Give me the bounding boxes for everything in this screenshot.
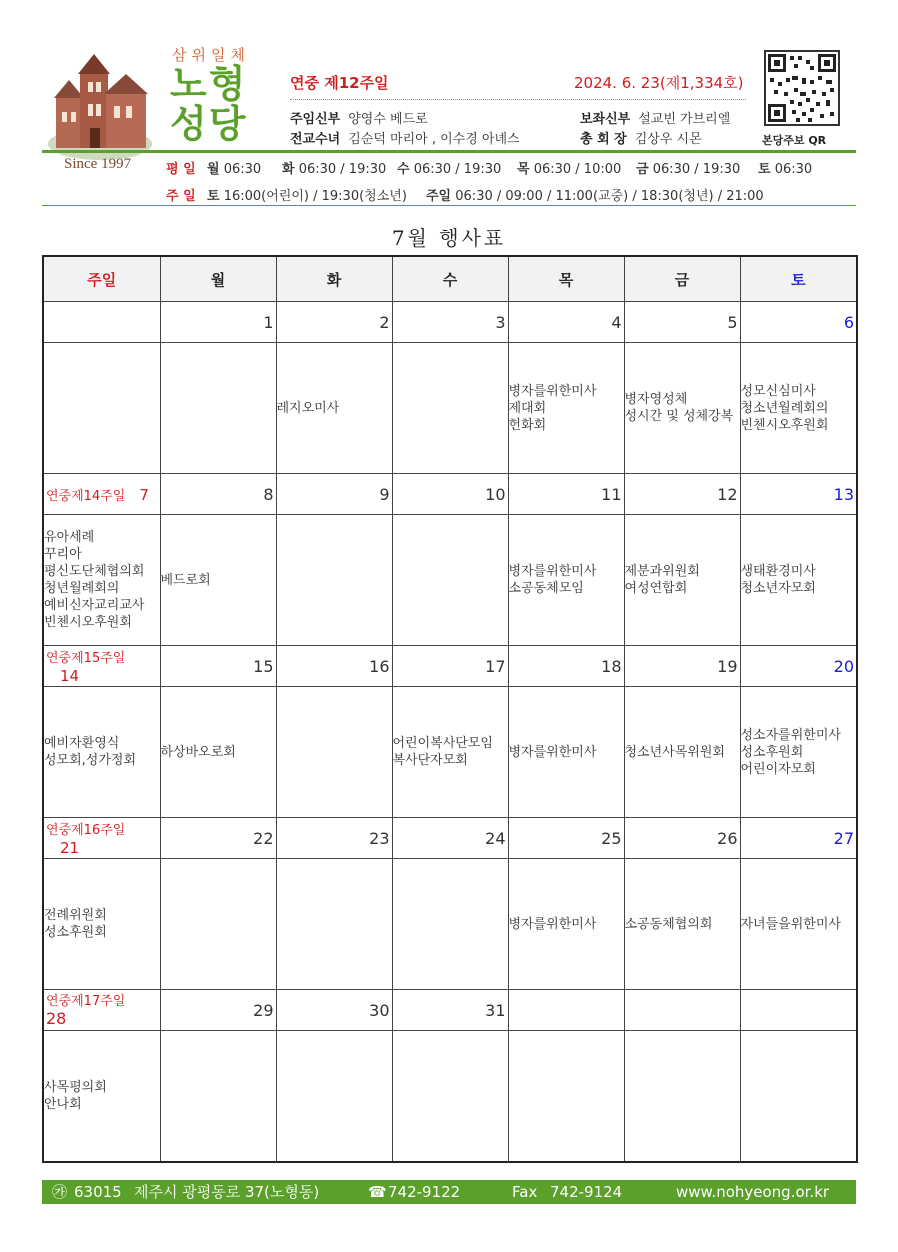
date-cell: [624, 818, 740, 859]
date-cell: [43, 474, 160, 515]
staff-president: 총 회 장 김상우 시몬: [580, 132, 702, 147]
date-cell: [392, 302, 508, 343]
date-cell: [740, 990, 857, 1031]
event-item: 자녀들을위한미사: [740, 916, 841, 932]
event-cell: [508, 343, 624, 474]
event-cell: [276, 859, 392, 990]
date-number: 3: [495, 312, 506, 332]
header-divider: [290, 99, 746, 100]
event-cell: [43, 1031, 160, 1163]
sunday-week-label: 연중제16주일: [46, 823, 126, 838]
event-cell: [508, 859, 624, 990]
website-link[interactable]: www.nohyeong.or.kr: [676, 1183, 830, 1201]
event-item: 하상바오로회: [160, 744, 236, 760]
date-number: 24: [485, 828, 506, 848]
sunday-week-label: 연중제17주일: [46, 994, 126, 1009]
footer-bar: [42, 1180, 856, 1204]
day-header: 수: [392, 256, 508, 302]
event-cell: [276, 515, 392, 646]
date-number: 11: [601, 484, 622, 504]
postcode: 63015: [74, 1183, 122, 1201]
date-cell: [392, 474, 508, 515]
weekday-tue: 화 06:30 / 19:30: [282, 162, 387, 177]
event-item: 성소후원회: [44, 925, 107, 940]
event-item: 청소년사목위원회: [624, 744, 725, 760]
event-item: 청소년자모회: [740, 581, 816, 596]
issue-title: 연중 제12주일: [290, 74, 389, 92]
event-cell: [508, 1031, 624, 1163]
date-cell: [624, 990, 740, 1031]
event-cell: [624, 515, 740, 646]
event-cell: [740, 343, 857, 474]
qr-code[interactable]: [764, 50, 840, 126]
date-cell: [276, 302, 392, 343]
trinity-text: 삼위일체: [172, 46, 250, 64]
date-number: 17: [485, 656, 506, 676]
phone-number[interactable]: 742-9122: [388, 1183, 461, 1201]
event-cell: [392, 859, 508, 990]
event-cell: [392, 1031, 508, 1163]
weekday-fri: 금 06:30 / 19:30: [636, 162, 741, 177]
date-cell: [624, 302, 740, 343]
date-number: 31: [485, 1000, 506, 1020]
event-item: 병자를위한미사: [508, 564, 597, 579]
event-cell: [276, 687, 392, 818]
qr-label: 본당주보 QR: [762, 134, 827, 147]
church-name: [170, 64, 262, 144]
fax-number: 742-9124: [550, 1183, 623, 1201]
weekday-thu: 목 06:30 / 10:00: [517, 162, 622, 177]
date-cell: [508, 990, 624, 1031]
date-number: 16: [369, 656, 390, 676]
date-number: 23: [369, 828, 390, 848]
date-cell: [276, 474, 392, 515]
date-cell: [43, 302, 160, 343]
event-cell: [160, 515, 276, 646]
event-cell: [624, 687, 740, 818]
fax-label: Fax: [512, 1183, 538, 1201]
sunday-week-label: 연중제15주일: [46, 651, 126, 666]
date-cell: [276, 990, 392, 1031]
event-cell: [43, 687, 160, 818]
date-number: 29: [253, 1000, 274, 1020]
event-item: 레지오미사: [276, 400, 340, 416]
church-building-image: [46, 52, 154, 160]
event-item: 병자영성체: [624, 392, 688, 407]
date-cell: [392, 646, 508, 687]
date-cell: [392, 818, 508, 859]
event-item: 소공동체모임: [508, 581, 584, 596]
event-cell: [508, 687, 624, 818]
event-cell: [508, 515, 624, 646]
date-number: 14: [60, 667, 80, 685]
event-item: 꾸리아: [44, 547, 82, 562]
phone-icon: ☎: [368, 1183, 387, 1201]
event-cell: [43, 343, 160, 474]
church-name-line2: 성당: [170, 102, 248, 146]
event-cell: [160, 859, 276, 990]
calendar-table: [42, 255, 858, 1163]
date-number: 2: [379, 312, 390, 332]
date-cell: [740, 302, 857, 343]
date-number: 6: [843, 312, 854, 332]
church-name-line1: 노형: [170, 62, 248, 106]
event-item: 병자를위한미사: [508, 916, 597, 932]
event-item: 성모회,성가정회: [44, 753, 137, 768]
event-cell: [160, 343, 276, 474]
date-number: 15: [253, 656, 274, 676]
event-item: 빈첸시오후원회: [44, 615, 132, 630]
event-item: 빈첸시오후원회: [740, 417, 829, 433]
date-number: 1: [263, 312, 274, 332]
event-cell: [160, 1031, 276, 1163]
event-item: 헌화회: [508, 417, 547, 433]
date-cell: [508, 474, 624, 515]
event-cell: [392, 343, 508, 474]
event-cell: [392, 515, 508, 646]
event-item: 복사단자모회: [392, 753, 468, 768]
date-cell: [740, 474, 857, 515]
weekday-sat: 토 06:30: [758, 162, 813, 177]
staff-pastor: 주임신부 양영수 베드로: [290, 112, 428, 127]
event-item: 베드로회: [160, 572, 211, 588]
event-item: 성모신심미사: [740, 383, 816, 399]
date-number: 7: [139, 485, 149, 504]
since-year: Since 1997: [64, 156, 132, 172]
location-icon: ㉮: [52, 1183, 68, 1201]
event-item: 유아세례: [44, 530, 95, 545]
date-number: 20: [833, 656, 854, 676]
date-number: 10: [485, 484, 506, 504]
event-item: 병자를위한미사: [508, 383, 597, 399]
event-item: 성소자를위한미사: [740, 727, 841, 743]
event-cell: [276, 1031, 392, 1163]
sunday-mass: 주일 06:30 / 09:00 / 11:00(교중) / 18:30(청년) / 21:00: [426, 189, 764, 204]
staff-sisters: 전교수녀 김순덕 마리아 , 이수경 아녜스: [290, 132, 520, 147]
date-cell: [624, 646, 740, 687]
weekday-label: 평 일: [166, 162, 196, 177]
weekday-wed: 수 06:30 / 19:30: [397, 162, 502, 177]
date-number: 30: [369, 1000, 390, 1020]
event-item: 청년월례회의: [44, 581, 120, 596]
event-cell: [392, 687, 508, 818]
date-cell: [160, 990, 276, 1031]
date-cell: [160, 646, 276, 687]
event-cell: [43, 859, 160, 990]
event-cell: [624, 859, 740, 990]
date-cell: [392, 990, 508, 1031]
issue-date: 2024. 6. 23(제1,334호): [574, 74, 744, 92]
date-number: 13: [833, 484, 854, 504]
day-header: 월: [160, 256, 276, 302]
sunday-week-label: 연중제14주일: [46, 488, 126, 504]
staff-assistant: 보좌신부 설교빈 가브리엘: [580, 112, 731, 127]
date-cell: [43, 818, 160, 859]
date-number: 22: [253, 828, 274, 848]
date-number: 27: [833, 828, 854, 848]
day-header: 주일: [43, 256, 160, 302]
event-item: 예비신자교리교사: [44, 598, 145, 613]
event-item: 소공동체협의회: [624, 916, 713, 932]
date-cell: [43, 646, 160, 687]
header-green-bar: [42, 150, 856, 153]
event-item: 성소후원회: [740, 744, 804, 760]
day-header: 토: [740, 256, 857, 302]
date-cell: [508, 302, 624, 343]
date-number: 19: [717, 656, 738, 676]
event-cell: [740, 687, 857, 818]
event-cell: [740, 1031, 857, 1163]
event-cell: [740, 515, 857, 646]
date-number: 5: [727, 312, 738, 332]
event-item: 청소년월례회의: [740, 400, 829, 416]
date-cell: [276, 818, 392, 859]
event-cell: [43, 515, 160, 646]
event-item: 어린이복사단모임: [392, 736, 493, 751]
event-item: 어린이자모회: [740, 761, 816, 777]
event-item: 예비자환영식: [44, 736, 120, 751]
date-number: 4: [611, 312, 622, 332]
day-header: 목: [508, 256, 624, 302]
date-cell: [508, 646, 624, 687]
calendar-title: 7월 행사표: [391, 226, 507, 250]
event-item: 전례위원회: [44, 908, 107, 923]
date-cell: [160, 474, 276, 515]
date-cell: [624, 474, 740, 515]
date-cell: [160, 302, 276, 343]
date-cell: [43, 990, 160, 1031]
event-cell: [276, 343, 392, 474]
date-cell: [160, 818, 276, 859]
saturday-eve-mass: 토 16:00(어린이) / 19:30(청소년): [207, 189, 407, 204]
event-item: 사목평의회: [44, 1080, 107, 1095]
date-number: 18: [601, 656, 622, 676]
event-cell: [624, 343, 740, 474]
date-number: 26: [717, 828, 738, 848]
event-item: 생태환경미사: [740, 564, 816, 579]
date-number: 8: [263, 484, 274, 504]
event-item: 여성연합회: [624, 581, 688, 596]
date-cell: [740, 646, 857, 687]
weekday-mon: 월 06:30: [207, 162, 262, 177]
day-header: 금: [624, 256, 740, 302]
event-item: 성시간 및 성체강복: [624, 409, 734, 424]
date-cell: [740, 818, 857, 859]
event-item: 평신도단체협의회: [44, 564, 145, 579]
address: 제주시 광평동로 37(노형동): [134, 1183, 320, 1201]
event-item: 병자를위한미사: [508, 744, 597, 760]
date-number: 12: [717, 484, 738, 504]
sunday-label: 주 일: [166, 189, 196, 204]
event-cell: [624, 1031, 740, 1163]
date-number: 9: [379, 484, 390, 504]
day-header: 화: [276, 256, 392, 302]
date-cell: [276, 646, 392, 687]
event-item: 안나회: [44, 1097, 82, 1112]
date-number: 25: [601, 828, 622, 848]
event-cell: [740, 859, 857, 990]
event-item: 제대회: [508, 400, 547, 416]
event-cell: [160, 687, 276, 818]
event-item: 제분과위원회: [624, 564, 700, 579]
date-number: 28: [46, 1009, 67, 1028]
date-cell: [508, 818, 624, 859]
mass-divider: [42, 205, 856, 206]
date-number: 21: [60, 839, 80, 857]
